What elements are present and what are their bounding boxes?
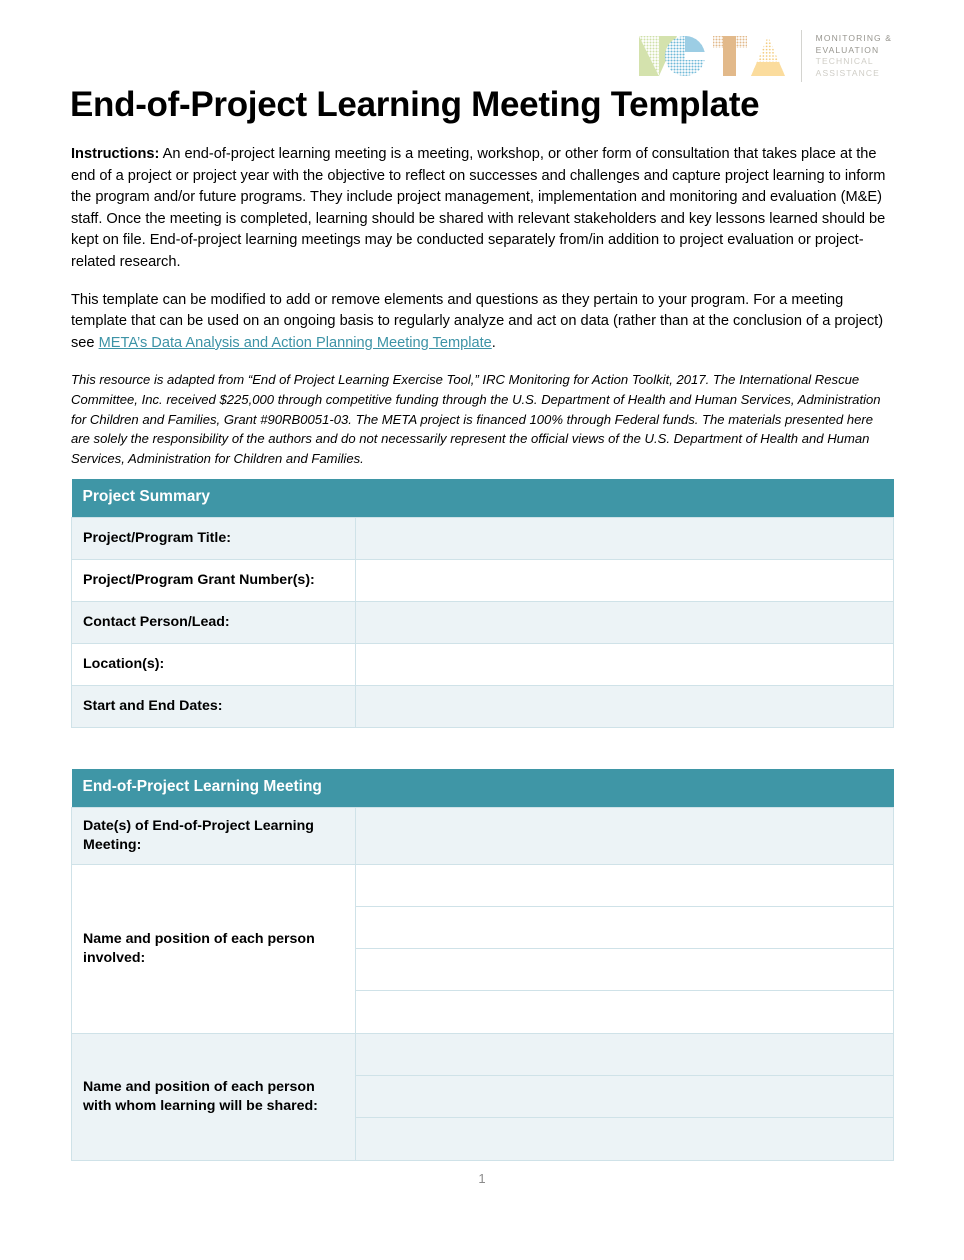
row-value-persons-involved xyxy=(356,864,894,1033)
row-value-grant-number[interactable] xyxy=(356,559,894,601)
learning-shared-entry-1[interactable] xyxy=(356,1034,893,1076)
instructions-paragraph-1 xyxy=(71,144,893,274)
learning-shared-entry-3[interactable] xyxy=(356,1118,893,1160)
tagline-line-1: MONITORING & xyxy=(815,33,892,43)
table-header-row xyxy=(72,769,894,807)
learning-shared-subgrid xyxy=(356,1034,893,1160)
persons-involved-entry-3[interactable] xyxy=(356,949,893,991)
row-label-learning-shared-with: Name and position of each person with whom learning will be shared: xyxy=(72,1033,356,1160)
row-label-locations: Location(s): xyxy=(72,643,356,685)
row-label-persons-involved: Name and position of each person involved: xyxy=(72,864,356,1033)
table-row xyxy=(72,601,894,643)
meta-logo xyxy=(637,26,892,86)
paragraph-2-trail-text: . xyxy=(491,334,496,351)
instructions-label: Instructions: xyxy=(71,146,160,162)
row-value-learning-shared-with xyxy=(356,1033,894,1160)
row-value-locations[interactable] xyxy=(356,643,894,685)
meta-template-link[interactable]: META’s Data Analysis and Action Planning Meeting Template xyxy=(98,334,492,351)
paragraph-2-lead-text: This template can be modified to add or remove elements and questions as they pertain to your program. For a meeting template that can be used on an ongoing basis to regularly analyze and act on data (rather than at the conclusion of a project) see xyxy=(71,291,884,351)
table-header-eopl-meeting: End-of-Project Learning Meeting xyxy=(72,769,894,807)
persons-involved-entry-4[interactable] xyxy=(356,991,893,1033)
row-value-start-end-dates[interactable] xyxy=(356,685,894,727)
table-row xyxy=(72,864,894,1033)
row-label-project-title: Project/Program Title: xyxy=(72,517,356,559)
instructions-paragraph-2 xyxy=(71,290,893,355)
persons-involved-subgrid xyxy=(356,865,893,1033)
table-project-summary xyxy=(71,479,894,728)
row-label-contact-person: Contact Person/Lead: xyxy=(72,601,356,643)
table-eopl-meeting xyxy=(71,769,894,1161)
persons-involved-entry-2[interactable] xyxy=(356,907,893,949)
row-value-meeting-dates[interactable] xyxy=(356,807,894,864)
tagline-line-4: ASSISTANCE xyxy=(815,67,880,78)
meta-logo-svg xyxy=(637,32,787,80)
table-header-row xyxy=(72,479,894,517)
page-title: End-of-Project Learning Meeting Template xyxy=(70,85,760,124)
row-label-start-end-dates: Start and End Dates: xyxy=(72,685,356,727)
table-row xyxy=(72,807,894,864)
table-header-project-summary: Project Summary xyxy=(72,479,894,517)
logo-tagline xyxy=(801,30,892,82)
row-label-grant-number: Project/Program Grant Number(s): xyxy=(72,559,356,601)
meta-wordmark-graphic xyxy=(637,32,787,80)
table-row xyxy=(72,1033,894,1160)
row-value-contact-person[interactable] xyxy=(356,601,894,643)
table-row xyxy=(72,643,894,685)
row-label-meeting-dates: Date(s) of End-of-Project Learning Meeting: xyxy=(72,807,356,864)
instructions-paragraph-1-text: An end-of-project learning meeting is a meeting, workshop, or other form of consultation that takes place at the end of a project or project year with the objective to reflect on successes and challenges and capture project learning to inform the program and/or future programs. They include project management, implementation and monitoring and evaluation (M&E) staff. Once the meeting is completed, learning should be shared with relevant stakeholders and key lessons learned should be kept on file. End-of-project learning meetings may be conducted separately from/in addition to project evaluation or project-related research. xyxy=(71,146,886,270)
page-number: 1 xyxy=(478,1171,486,1186)
row-value-project-title[interactable] xyxy=(356,517,894,559)
table-row xyxy=(72,685,894,727)
learning-shared-entry-2[interactable] xyxy=(356,1076,893,1118)
funding-disclaimer: This resource is adapted from “End of Project Learning Exercise Tool,” IRC Monitoring for Action Toolkit, 2017. The International Rescue Committee, Inc. received $225,000 through competitive funding through the U.S. Department of Health and Human Services, Administration for Children and Families, Grant #90RB0051-03. The META project is financed 100% through Federal funds. The materials presented here are solely the responsibility of the authors and do not necessarily represent the official views of the U.S. Department of Health and Human Services, Administration for Children and Families. xyxy=(71,372,881,466)
table-row xyxy=(72,559,894,601)
persons-involved-entry-1[interactable] xyxy=(356,865,893,907)
tagline-line-3: TECHNICAL xyxy=(815,56,874,66)
tagline-line-2: EVALUATION xyxy=(815,44,880,55)
instructions-section xyxy=(71,144,893,468)
table-row xyxy=(72,517,894,559)
